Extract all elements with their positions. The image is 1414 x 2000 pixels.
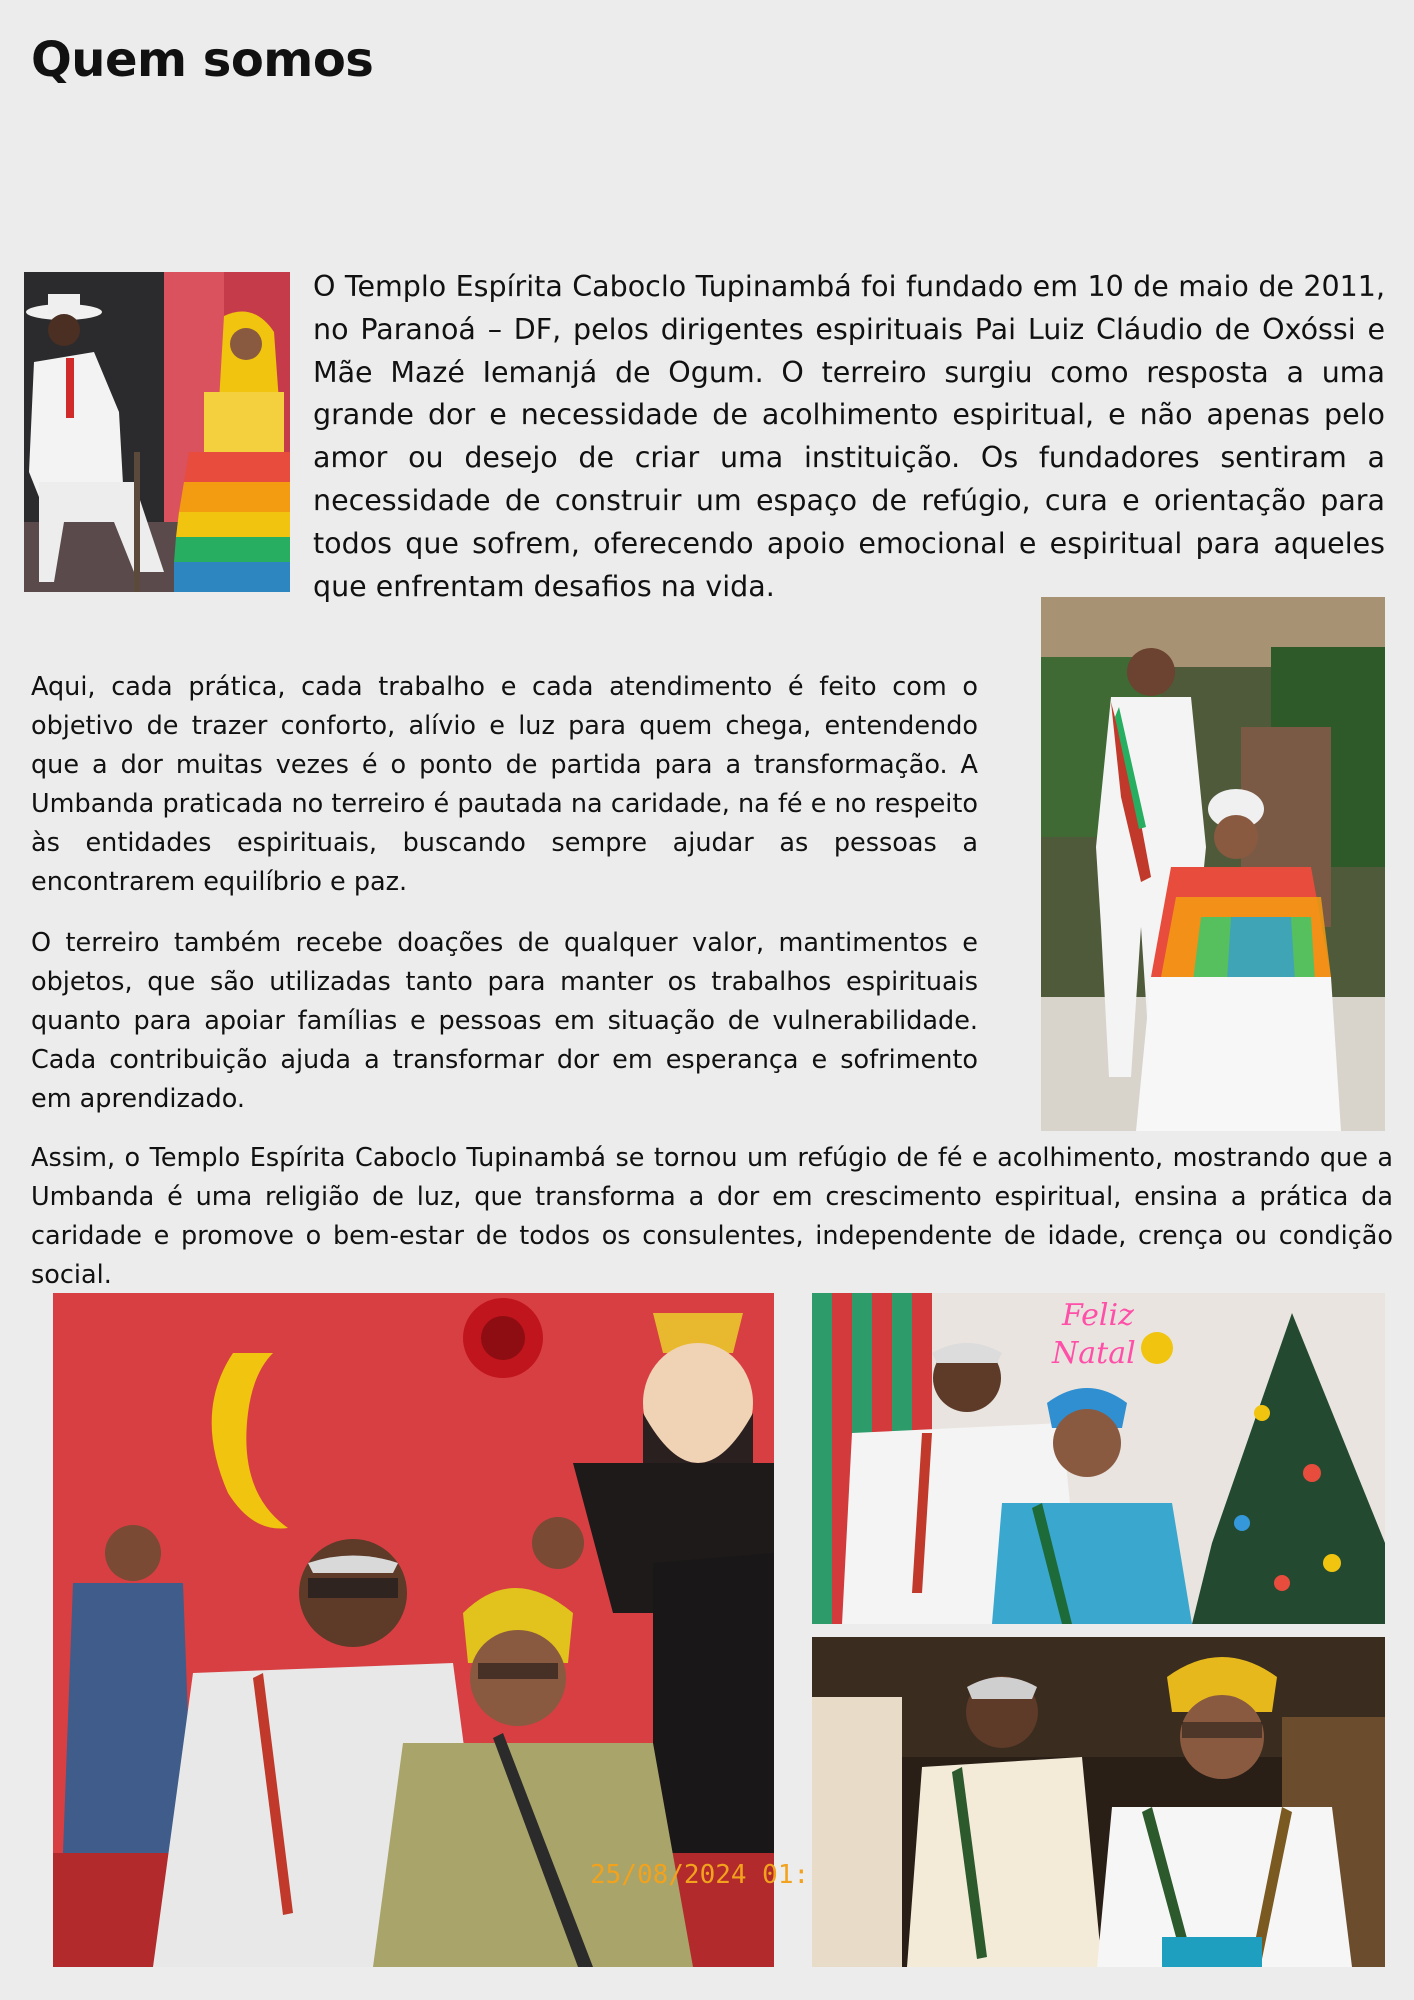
page-title: Quem somos <box>31 32 374 88</box>
couple-red-wall-photo <box>53 1293 810 1967</box>
intro-paragraph: O Templo Espírita Caboclo Tupinambá foi fundado em 10 de maio de 2011, no Paranoá – DF, pelos dirigentes espirituais Pai Luiz Cláudio de Oxóssi e Mãe Mazé Iemanjá de Ogum. O terreiro surgiu como resposta a uma grande dor e necessidade de acolhimento espiritual, e não apenas pelo amor ou desejo de criar uma instituição. Os fundadores sentiram a necessidade de construir um espaço de refúgio, cura e orientação para todos que sofrem, oferecendo apoio emocional e espiritual para aqueles que enfrentam desafios na vida. <box>313 270 1385 603</box>
natal-sign: Natal <box>1052 1336 1136 1371</box>
closing-paragraph: Assim, o Templo Espírita Caboclo Tupinambá se tornou um refúgio de fé e acolhimento, mostrando que a Umbanda é uma religião de luz, que transforma a dor em crescimento espiritual, ensina a prática da caridade e promove o bem-estar de todos os consulentes, independente de idade, crença ou condição social. <box>31 1143 1393 1290</box>
couple-night-photo <box>812 1637 1385 1967</box>
founders-seated-photo <box>24 272 290 592</box>
photo-timestamp: 25/08/2024 01: <box>590 1860 810 1890</box>
donations-paragraph: O terreiro também recebe doações de qualquer valor, mantimentos e objetos, que são utilizadas tanto para manter os trabalhos espirituais quanto para apoiar famílias e pessoas em situação de vulnerabilidade. Cada contribuição ajuda a transformar dor em esperança e sofrimento em aprendizado. <box>31 928 978 1114</box>
couple-garden-photo <box>1041 597 1385 1131</box>
feliz-sign: Feliz <box>1062 1298 1134 1333</box>
couple-christmas-photo <box>812 1293 1385 1624</box>
practice-paragraph: Aqui, cada prática, cada trabalho e cada atendimento é feito com o objetivo de trazer conforto, alívio e luz para quem chega, entendendo que a dor muitas vezes é o ponto de partida para a transformação. A Umbanda praticada no terreiro é pautada na caridade, na fé e no respeito às entidades espirituais, buscando sempre ajudar as pessoas a encontrarem equilíbrio e paz. <box>31 672 978 897</box>
